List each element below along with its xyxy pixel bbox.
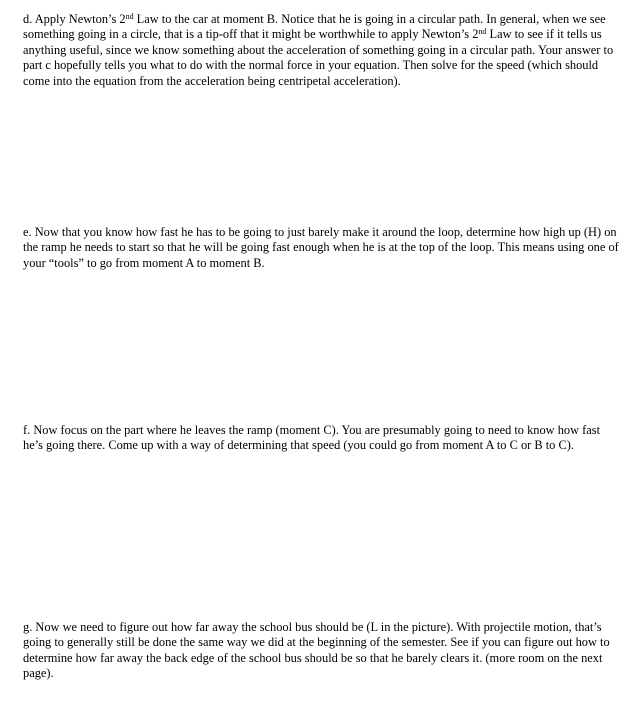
question-d-superscript-2: nd <box>478 27 487 37</box>
question-d-text-3: Law to see if it tells us anything useful, since we know something about the acceleration of something going in a circular path. Your answer to part c hopefully tells you what to do with the normal force in your equation. Then solve for the speed (which should come into the equation from the acceleration being centripetal acceleration). <box>23 27 614 88</box>
question-d-text-1: d. Apply Newton’s 2 <box>23 12 126 26</box>
question-d-superscript-1: nd <box>125 12 134 21</box>
question-d-text-2: Law to the car at moment B. Notice that he is going in a circular path. In general, when we see something going in a circle, that is a tip-off that it might be worthwhile to apply Newton’s 2 <box>23 12 606 42</box>
question-f: f. Now focus on the part where he leaves the ramp (moment C). You are presumably going to need to know how fast he’s going there. Come up with a way of determining that speed (you could go from moment A to C or B to C). <box>23 423 601 453</box>
question-d <box>23 12 619 89</box>
question-g: g. Now we need to figure out how far away the school bus should be (L in the picture). With projectile motion, that’s going to generally still be done the same way we did at the beginning of the semester. See if you can figure out how to determine how far away the back edge of the school bus should be so that he barely clears it. (more room on the next page). <box>23 620 610 681</box>
question-e: e. Now that you know how fast he has to be going to just barely make it around the loop, determine how high up (H) on the ramp he needs to start so that he will be going fast enough when he is at the top of the loop. This means using one of your “tools” to go from moment A to moment B. <box>23 225 619 270</box>
